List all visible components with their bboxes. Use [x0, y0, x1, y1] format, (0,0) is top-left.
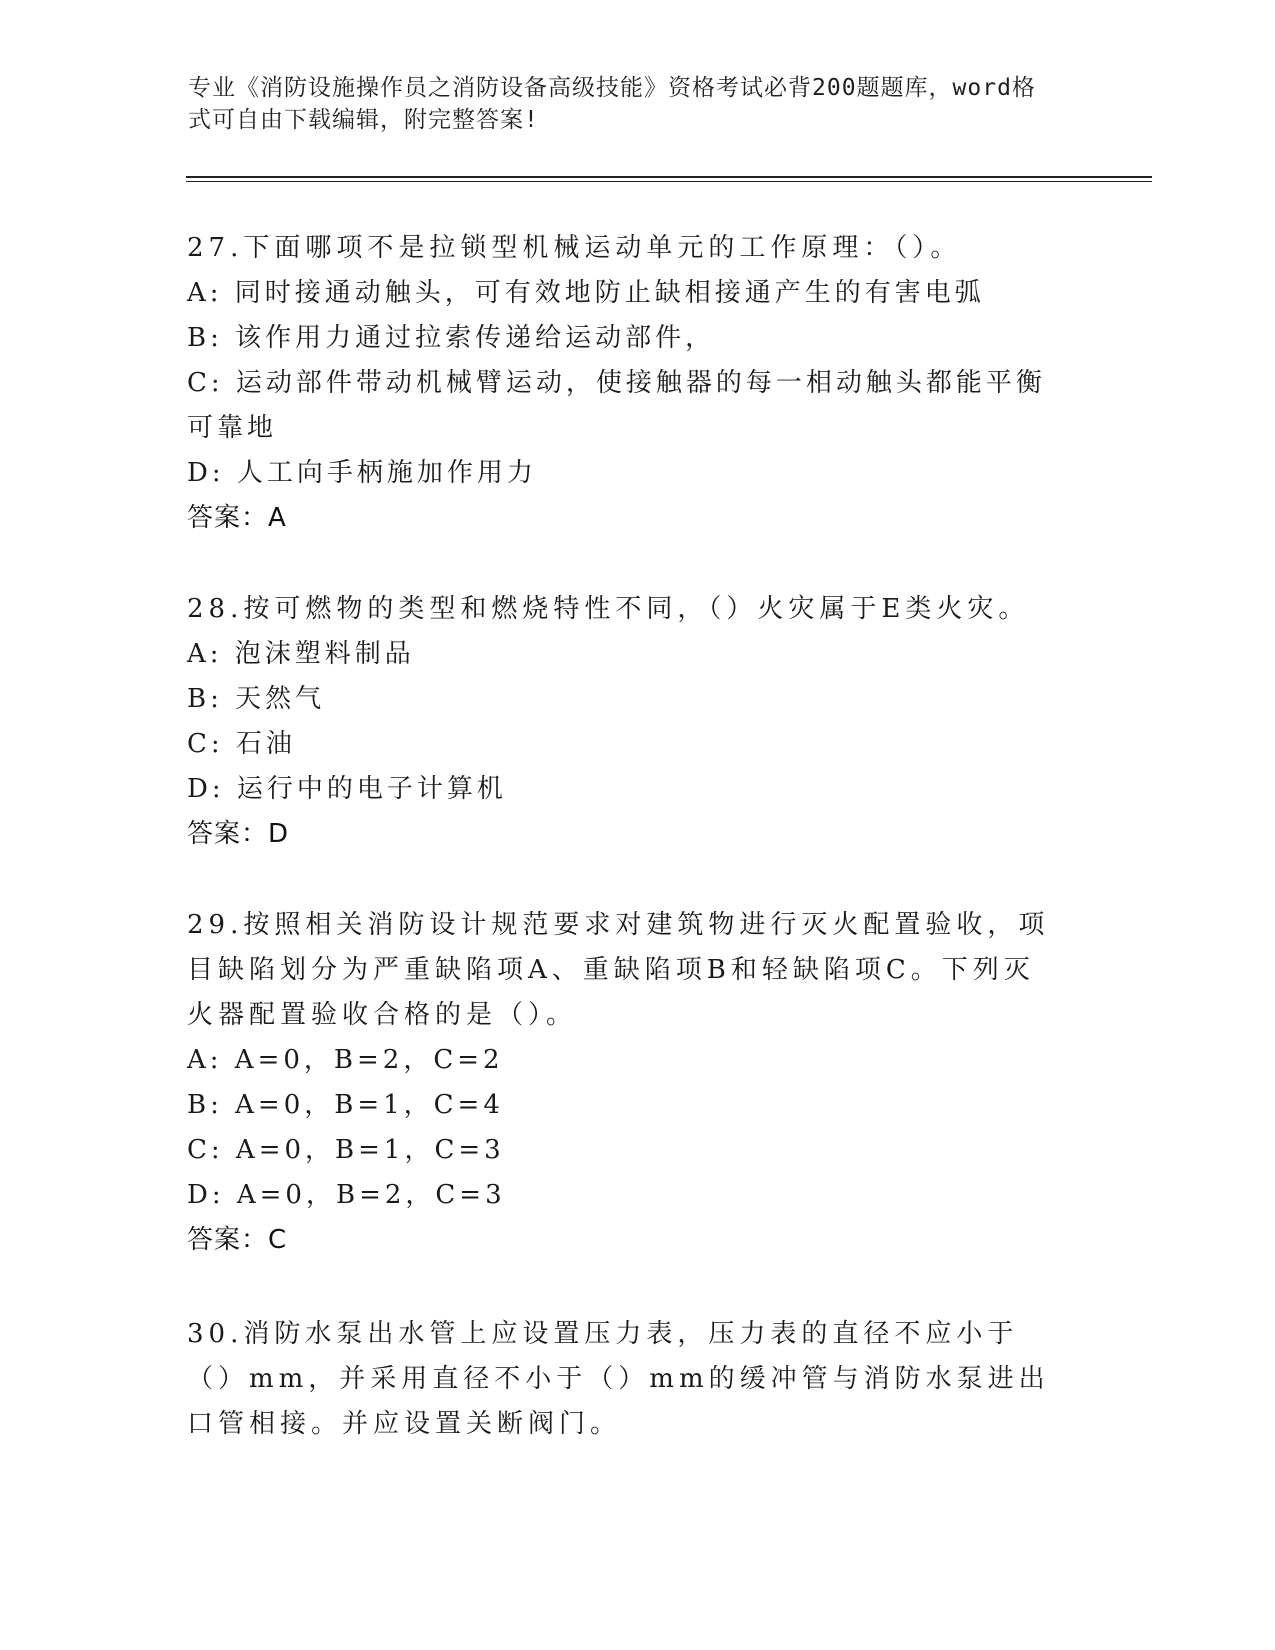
- option-b: B: 天然气: [187, 684, 326, 714]
- question-stem: 27.下面哪项不是拉锁型机械运动单元的工作原理：（）。: [187, 233, 962, 263]
- option-a: A: 泡沫塑料制品: [187, 639, 415, 669]
- answer-label: 答案：C: [187, 1225, 288, 1255]
- option-a: A: A=0，B=2，C=2: [187, 1045, 504, 1075]
- question-29: [187, 903, 1052, 1263]
- header-rule-thin: [186, 181, 1152, 182]
- option-b: B: 该作用力通过拉索传递给运动部件，: [187, 323, 716, 353]
- header-line-1: 专业《消防设施操作员之消防设备高级技能》资格考试必背200题题库，word格: [188, 75, 1036, 101]
- option-c: C: 石油: [187, 729, 296, 759]
- header-line-2: 式可自由下载编辑，附完整答案!: [188, 107, 539, 133]
- question-stem: 29.按照相关消防设计规范要求对建筑物进行灭火配置验收，项目缺陷划分为严重缺陷项A、重缺陷项B和轻缺陷项C。下列灭火器配置验收合格的是（）。: [187, 910, 1050, 1030]
- question-stem: 28.按可燃物的类型和燃烧特性不同，（）火灾属于E类火灾。: [187, 594, 1030, 624]
- question-30: [187, 1312, 1052, 1447]
- option-d: D: 运行中的电子计算机: [187, 774, 507, 804]
- question-27: [187, 226, 1087, 541]
- option-d: D: 人工向手柄施加作用力: [187, 458, 537, 488]
- option-a: A: 同时接通动触头，可有效地防止缺相接通产生的有害电弧: [187, 278, 985, 308]
- answer-label: 答案：D: [187, 819, 290, 849]
- option-c: C: A=0，B=1，C=3: [187, 1135, 505, 1165]
- option-b: B: A=0，B=1，C=4: [187, 1090, 504, 1120]
- option-c: C: 运动部件带动机械臂运动，使接触器的每一相动触头都能平衡可靠地: [187, 368, 1046, 443]
- question-28: [187, 587, 1087, 857]
- document-header: [188, 72, 1068, 136]
- question-stem: 30.消防水泵出水管上应设置压力表，压力表的直径不应小于（）mm，并采用直径不小于（）mm的缓冲管与消防水泵进出口管相接。并应设置关断阀门。: [187, 1319, 1050, 1439]
- header-rule-thick: [186, 176, 1152, 178]
- answer-label: 答案：A: [187, 503, 287, 533]
- option-d: D: A=0，B=2，C=3: [187, 1180, 506, 1210]
